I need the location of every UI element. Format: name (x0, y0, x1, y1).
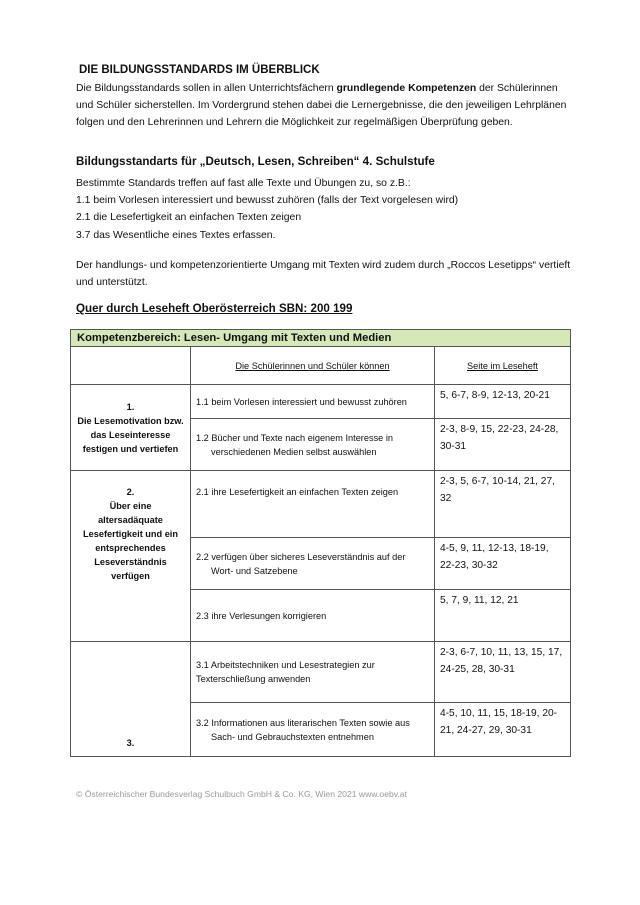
skill-text: 2.1 ihre Lesefertigkeit an einfachen Texten zeigen (196, 487, 399, 497)
column-header-pages: Seite im Leseheft (435, 347, 571, 385)
area-number: 3. (126, 738, 135, 748)
column-header-skills: Die Schülerinnen und Schüler können (191, 347, 435, 385)
table-row (71, 642, 571, 703)
table-row (71, 471, 571, 538)
skill-text-continued: Texterschließung anwenden (196, 674, 311, 684)
area-cell-1 (71, 385, 191, 471)
note-paragraph: Der handlungs- und kompetenzorientierte Umgang mit Texten wird zudem durch „Roccos Lesetipps“ vertieft und unterstützt. (76, 260, 571, 289)
intro-paragraph (76, 80, 576, 132)
skill-cell (191, 471, 435, 538)
skill-text: 2.3 ihre Verlesungen korrigieren (196, 610, 327, 621)
table-row (71, 385, 571, 419)
pages-cell: 2-3, 8-9, 15, 22-23, 24-28, 30-31 (435, 419, 571, 471)
skill-text: 3.2 Informationen aus literarischen Texten sowie aus (196, 717, 410, 728)
table-header-row (71, 347, 571, 385)
skill-cell (191, 590, 435, 642)
skill-cell (191, 385, 435, 419)
standards-item: 2.1 die Lesefertigkeit an einfachen Texten zeigen (76, 212, 302, 224)
competence-table (70, 329, 571, 757)
standards-list (76, 175, 458, 244)
area-label: Über eine altersadäquate Lesefertigkeit und ein entsprechendes Leseverständnis verfügen (83, 501, 178, 581)
skill-text: 1.2 Bücher und Texte nach eigenem Interesse in (196, 432, 393, 443)
intro-text: Die Bildungsstandards sollen in allen Unterrichtsfächern (76, 83, 337, 94)
area-cell-3 (71, 642, 191, 757)
skill-text-continued: Sach- und Gebrauchstexten entnehmen (211, 731, 374, 742)
pages-cell: 5, 7, 9, 11, 12, 21 (435, 590, 571, 642)
standards-item: 1.1 beim Vorlesen interessiert und bewusst zuhören (falls der Text vorgelesen wird) (76, 195, 459, 207)
copyright-footer: © Österreichischer Bundesverlag Schulbuch GmbH & Co. KG, Wien 2021 www.oebv.at (76, 789, 407, 799)
header-empty-cell (71, 347, 191, 385)
skill-text: 2.2 verfügen über sicheres Leseverständnis auf der (196, 551, 406, 562)
pages-cell: 2-3, 6-7, 10, 11, 13, 15, 17, 24-25, 28, 30-31 (435, 642, 571, 703)
standards-intro: Bestimmte Standards treffen auf fast alle Texte und Übungen zu, so z.B.: (76, 178, 411, 189)
skill-cell (191, 642, 435, 703)
section-heading: Quer durch Leseheft Oberösterreich SBN: 200 199 (76, 302, 353, 315)
pages-cell: 4-5, 10, 11, 15, 18-19, 20-21, 24-27, 29, 30-31 (435, 703, 571, 757)
area-cell-2 (71, 471, 191, 642)
page-heading: DIE BILDUNGSSTANDARDS IM ÜBERBLICK (79, 64, 320, 76)
skill-cell (191, 419, 435, 471)
skill-cell (191, 538, 435, 590)
area-number: 2. (126, 487, 135, 497)
standards-heading: Bildungsstandarts für „Deutsch, Lesen, Schreiben“ 4. Schulstufe (76, 155, 435, 168)
intro-text-continued: der Schülerinnen und Schüler sicherstellen. Im Vordergrund stehen dabei die Lernergebnisse, die den jeweiligen Lehrplänen folgen und den Lehrerinnen und Lehrern die Möglichkeit zur regelmäßigen Überprüfung geben. (76, 83, 567, 129)
intro-bold-text: grundlegende Kompetenzen (336, 83, 477, 94)
skill-cell (191, 703, 435, 757)
pages-cell: 5, 6-7, 8-9, 12-13, 20-21 (435, 385, 571, 419)
skill-text-continued: Wort- und Satzebene (211, 565, 298, 576)
area-number: 1. (126, 401, 135, 412)
table-banner-row (71, 330, 571, 347)
skill-text: 3.1 Arbeitstechniken und Lesestrategien zur (196, 660, 375, 670)
table-banner: Kompetenzbereich: Lesen- Umgang mit Texten und Medien (71, 330, 571, 347)
area-label: Die Lesemotivation bzw. das Leseinteresse festigen und vertiefen (77, 415, 184, 454)
standards-item: 3.7 das Wesentliche eines Textes erfassen. (76, 229, 276, 241)
pages-cell: 2-3, 5, 6-7, 10-14, 21, 27, 32 (435, 471, 571, 538)
pages-cell: 4-5, 9, 11, 12-13, 18-19, 22-23, 30-32 (435, 538, 571, 590)
skill-text-continued: verschiedenen Medien selbst auswählen (211, 446, 377, 457)
skill-text: 1.1 beim Vorlesen interessiert und bewusst zuhören (196, 396, 407, 407)
